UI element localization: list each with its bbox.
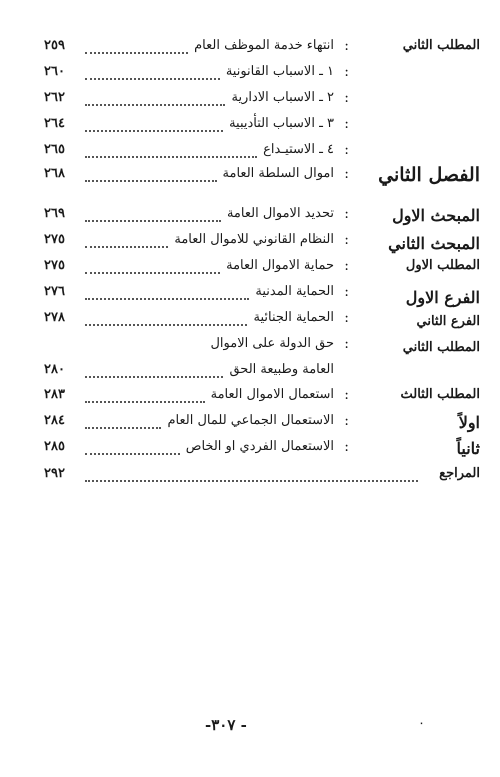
dot-leader	[85, 52, 188, 54]
entry-title: الحماية الجنائية	[253, 310, 334, 325]
section-label: ثانياً	[456, 439, 480, 458]
page-ref: ٢٧٥	[44, 232, 65, 247]
page-ref: ٢٧٥	[44, 258, 65, 273]
dot-leader	[85, 220, 221, 222]
dot-leader	[85, 272, 220, 274]
toc-row	[0, 232, 500, 256]
separator: :	[344, 38, 349, 54]
entry-title: ٤ ـ الاستيـداع	[263, 142, 334, 157]
toc-row	[0, 258, 500, 282]
separator: :	[344, 284, 349, 300]
dot-leader	[85, 324, 247, 326]
separator: :	[344, 310, 349, 326]
section-label: الفرع الاول	[405, 288, 480, 307]
separator: :	[344, 90, 349, 106]
separator: :	[344, 336, 349, 352]
dot-leader	[85, 78, 220, 80]
section-label: المطلب الثالث	[400, 387, 480, 402]
page-ref: ٢٨٥	[44, 439, 65, 454]
entry-title: انتهاء خدمة الموظف العام	[194, 38, 334, 53]
dot-leader	[85, 130, 223, 132]
toc-row	[0, 206, 500, 230]
section-label: المبحث الثاني	[388, 234, 480, 253]
toc-row	[0, 466, 500, 490]
section-label: المطلب الثاني	[402, 340, 480, 355]
page-number: -٣٠٧ -	[205, 716, 247, 734]
dot-leader	[85, 180, 217, 182]
entry-title: الاستعمال الفردي او الخاص	[185, 439, 334, 454]
entry-title: اموال السلطة العامة	[222, 166, 334, 181]
page-ref: ٢٥٩	[44, 38, 65, 53]
page-ref: ٢٩٢	[44, 466, 65, 481]
separator: :	[344, 116, 349, 132]
dot-leader	[85, 427, 161, 429]
page-ref: ٢٦٨	[44, 166, 65, 181]
entry-title: استعمال الاموال العامة	[210, 387, 334, 402]
entry-title: النظام القانوني للاموال العامة	[174, 232, 334, 247]
entry-title: الاستعمال الجماعي للمال العام	[167, 413, 334, 428]
separator: :	[344, 166, 349, 182]
entry-title: ٣ ـ الاسباب التأديبية	[229, 116, 334, 131]
dot-leader	[85, 401, 205, 403]
page-ref: ٢٦٩	[44, 206, 65, 221]
toc-row	[0, 387, 500, 411]
page-ref: ٢٦٠	[44, 64, 65, 79]
toc-row	[0, 439, 500, 463]
entry-title: ٢ ـ الاسباب الادارية	[231, 90, 334, 105]
dot-leader	[85, 246, 168, 248]
section-label: اولاً	[458, 413, 480, 432]
entry-title: ١ ـ الاسباب القانونية	[225, 64, 334, 79]
page-ref: ٢٨٠	[44, 362, 65, 377]
separator: :	[344, 64, 349, 80]
page-ref: ٢٨٤	[44, 413, 65, 428]
page-ref: ٢٧٦	[44, 284, 65, 299]
toc-row	[0, 166, 500, 190]
separator: :	[344, 387, 349, 403]
separator: :	[344, 232, 349, 248]
section-label: المبحث الاول	[392, 206, 480, 225]
toc-row	[0, 90, 500, 114]
section-label: الفرع الثاني	[416, 314, 480, 329]
separator: :	[344, 206, 349, 222]
dot-leader	[85, 376, 223, 378]
dot-leader	[85, 104, 225, 106]
separator: :	[344, 439, 349, 455]
toc-row	[0, 116, 500, 140]
section-label: المراجع	[439, 466, 480, 481]
toc-row	[0, 362, 500, 386]
toc-row	[0, 336, 500, 360]
dot-leader	[85, 156, 257, 158]
entry-title: حق الدولة على الاموال	[210, 336, 334, 351]
toc-row	[0, 64, 500, 88]
section-label: المطلب الثاني	[402, 38, 480, 53]
footer-mark: ٠	[418, 716, 425, 731]
page-ref: ٢٧٨	[44, 310, 65, 325]
toc-row	[0, 284, 500, 308]
entry-title: حماية الاموال العامة	[226, 258, 334, 273]
dot-leader	[85, 298, 249, 300]
section-label: الفصل الثاني	[378, 164, 480, 186]
page-ref: ٢٦٤	[44, 116, 65, 131]
separator: :	[344, 258, 349, 274]
entry-title: العامة وطبيعة الحق	[229, 362, 334, 377]
page-ref: ٢٦٢	[44, 90, 65, 105]
separator: :	[344, 142, 349, 158]
page-ref: ٢٦٥	[44, 142, 65, 157]
entry-title: الحماية المدنية	[255, 284, 334, 299]
separator: :	[344, 413, 349, 429]
page-ref: ٢٨٣	[44, 387, 65, 402]
entry-title: تحديد الاموال العامة	[226, 206, 334, 221]
section-label: المطلب الاول	[405, 258, 480, 273]
dot-leader	[85, 453, 180, 455]
toc-row	[0, 310, 500, 334]
toc-row	[0, 142, 500, 166]
toc-row	[0, 413, 500, 437]
toc-row	[0, 38, 500, 62]
